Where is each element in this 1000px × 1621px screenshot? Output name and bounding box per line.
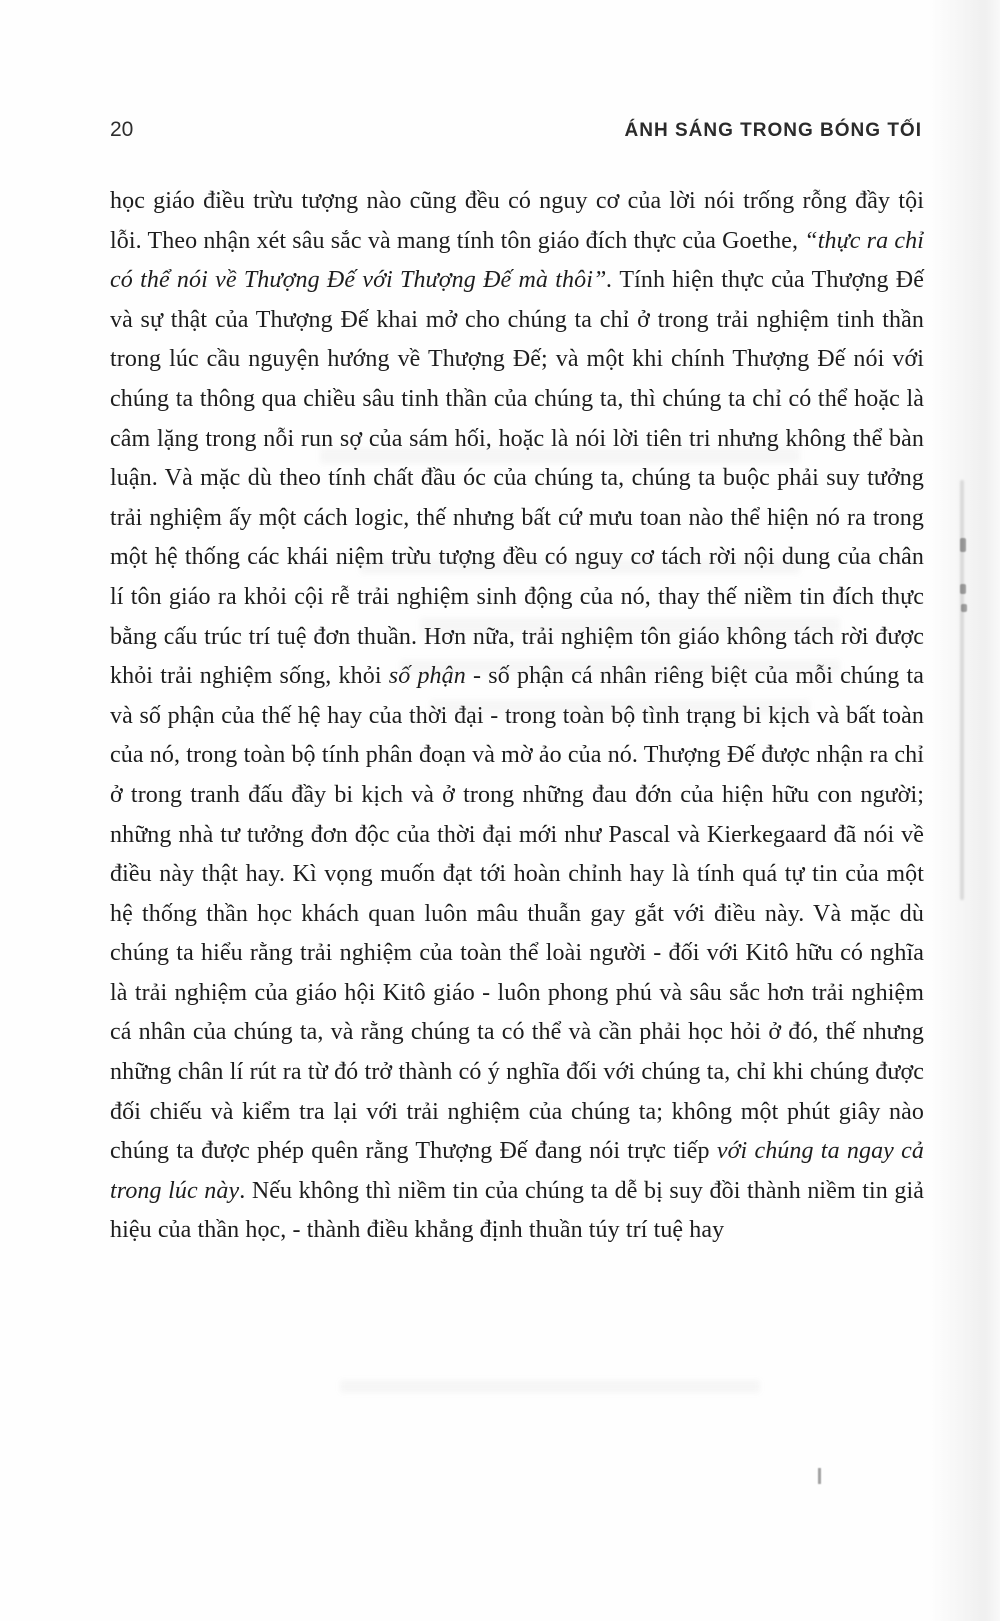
emphasis-text-segment: với chúng ta ngay cả trong lúc này <box>110 1138 924 1204</box>
ink-bleed-artifact <box>340 1380 760 1393</box>
text-segment: Tính hiện thực của Thượng Đế và sự thật của Thượng Đế khai mở cho chúng ta chỉ ở trong trải nghiệm tinh thần trong lúc cầu nguyện hướng về Thượng Đế; và một khi chính Thượng Đế nói với chúng ta thông qua chiều sâu tinh thần của chúng ta, thì chúng ta chỉ có thể hoặc là câm lặng trong nỗi run sợ của sám hối, hoặc là nói lời tiên tri nhưng không thể bàn luận. Và mặc dù theo tính chất đầu óc của chúng ta, chúng ta buộc phải suy tưởng trải nghiệm ấy một cách logic, thế nhưng bất cứ mưu toan nào thể hiện nó ra trong một hệ thống các khái niệm trừu tượng đều có nguy cơ tách rời nội dung của chân lí tôn giáo ra khỏi cội rễ trải nghiệm sinh động của nó, thay thế niềm tin đích thực bằng cấu trúc trí tuệ đơn thuần. Hơn nữa, trải nghiệm tôn giáo không tách rời được khỏi trải nghiệm sống, khỏi <box>110 267 924 690</box>
emphasis-text-segment: số phận <box>388 663 466 690</box>
page-edge-shadow <box>930 0 1000 1621</box>
page-header <box>110 118 922 142</box>
scan-bottom-mark <box>818 1468 821 1484</box>
scan-edge-mark <box>960 584 966 594</box>
text-segment: - số phận cá nhân riêng biệt của mỗi chúng ta và số phận của thế hệ hay của thời đại - trong toàn bộ tình trạng bi kịch và bất toàn của nó, trong toàn bộ tính phân đoạn và mờ ảo của nó. Thượng Đế được nhận ra chỉ ở trong tranh đấu đầy bi kịch và ở trong những đau đớn của hiện hữu con người; những nhà tư tưởng đơn độc của thời đại mới như Pascal và Kierkegaard đã nói về điều này thật hay. Kì vọng muốn đạt tới hoàn chỉnh hay là tính quá tự tin của một hệ thống thần học khách quan luôn mâu thuẫn gay gắt với điều này. Và mặc dù chúng ta hiểu rằng trải nghiệm của toàn thể loài người - đối với Kitô hữu có nghĩa là trải nghiệm của giáo hội Kitô giáo - luôn phong phú và sâu sắc hơn trải nghiệm cá nhân của chúng ta, và rằng chúng ta có thể và cần phải học hỏi ở đó, thế nhưng những chân lí rút ra từ đó trở thành có ý nghĩa đối với chúng ta, chỉ khi chúng được đối chiếu và kiểm tra lại với trải nghiệm của chúng ta; không một phút giây nào chúng ta được phép quên rằng Thượng Đế đang nói trực tiếp <box>110 663 924 1165</box>
scan-edge-mark <box>960 538 966 552</box>
text-segment: học giáo điều trừu tượng nào cũng đều có nguy cơ của lời nói trống rỗng đầy tội lỗi. Theo nhận xét sâu sắc và mang tính tôn giáo đích thực của Goethe, <box>110 188 924 254</box>
text-segment: . Nếu không thì niềm tin của chúng ta dễ bị suy đồi thành niềm tin giả hiệu của thần học, - thành điều khẳng định thuần túy trí tuệ hay <box>110 1177 925 1244</box>
scan-edge-mark <box>961 604 967 612</box>
body-paragraph <box>110 182 924 1251</box>
emphasis-text-segment: “thực ra chỉ có thể nói về Thượng Đế với Thượng Đế mà thôi”. <box>110 227 924 294</box>
running-header-title: ÁNH SÁNG TRONG BÓNG TỐI <box>624 120 922 141</box>
page-number: 20 <box>110 118 134 141</box>
scan-edge-streak <box>960 480 964 900</box>
